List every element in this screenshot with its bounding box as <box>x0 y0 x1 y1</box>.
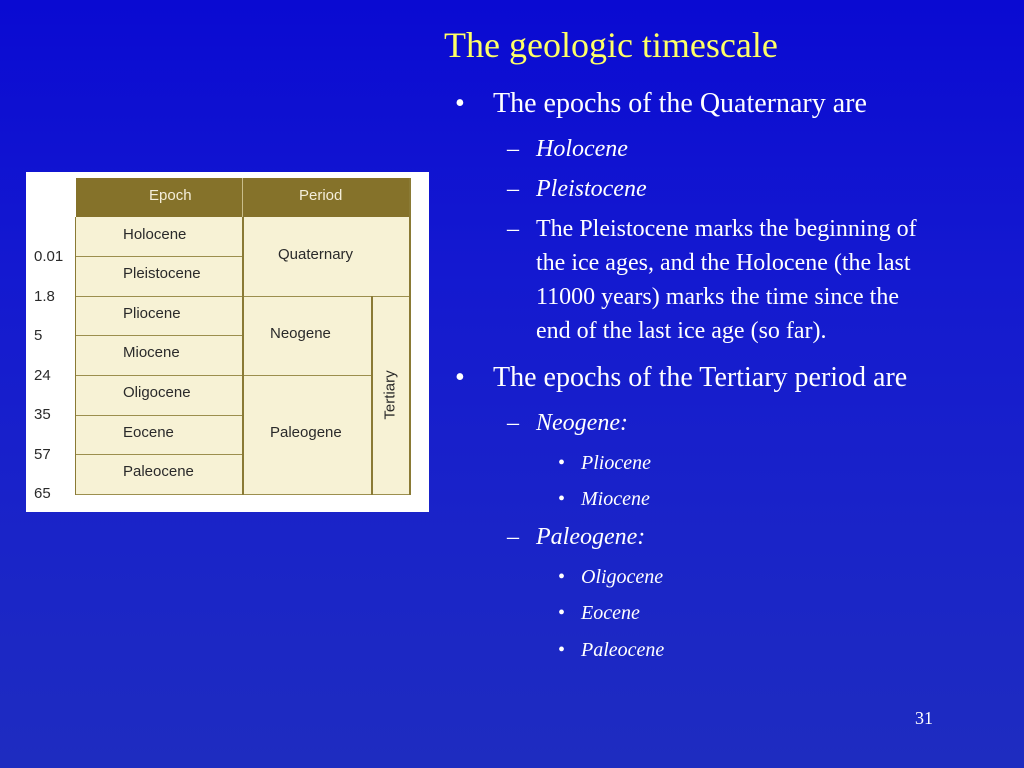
bullet-marker: • <box>558 452 566 474</box>
epoch-oligocene: Oligocene <box>123 384 191 401</box>
bullet-text: The epochs of the Tertiary period are <box>493 362 908 393</box>
note-line: 11000 years) marks the time since the <box>536 284 899 310</box>
row-separator <box>76 415 242 416</box>
age-label: 5 <box>34 327 43 344</box>
age-label: 0.01 <box>34 248 64 265</box>
dash-marker: – <box>507 410 519 436</box>
sub-sub-bullet-text: Paleocene <box>581 639 665 661</box>
period-quaternary: Quaternary <box>278 246 354 263</box>
right-border <box>409 178 411 495</box>
row-separator <box>76 256 242 257</box>
period-neogene: Neogene <box>270 325 331 342</box>
sub-bullet-text: Holocene <box>536 136 628 162</box>
dash-marker: – <box>507 216 519 242</box>
sub-bullet-text: Pleistocene <box>536 176 647 202</box>
note-line: end of the last ice age (so far). <box>536 318 827 344</box>
age-label: 24 <box>34 367 51 384</box>
bullet-marker: • <box>558 602 566 624</box>
sub-bullet-text: Neogene: <box>536 410 628 436</box>
epoch-eocene: Eocene <box>123 424 174 441</box>
row-separator <box>76 375 373 376</box>
header-divider <box>242 178 243 217</box>
column-divider <box>242 217 244 495</box>
sub-bullet-text: Paleogene: <box>536 524 646 550</box>
dash-marker: – <box>507 524 519 550</box>
slide-title: The geologic timescale <box>444 25 778 65</box>
sub-sub-bullet-text: Pliocene <box>581 452 651 474</box>
bullet-marker: • <box>558 639 566 661</box>
age-label: 1.8 <box>34 288 55 305</box>
sub-sub-bullet-text: Eocene <box>581 602 640 624</box>
epoch-pleistocene: Pleistocene <box>123 265 201 282</box>
bullet-marker: • <box>558 566 566 588</box>
sub-sub-bullet-text: Miocene <box>581 488 650 510</box>
bullet-marker: • <box>558 488 566 510</box>
tertiary-divider <box>371 296 373 495</box>
header-epoch: Epoch <box>149 187 192 204</box>
table-header-row <box>76 178 411 217</box>
slide-number: 31 <box>915 708 933 728</box>
dash-marker: – <box>507 176 519 202</box>
age-label: 65 <box>34 485 51 502</box>
epoch-pliocene: Pliocene <box>123 305 181 322</box>
period-tertiary: Tertiary <box>381 370 399 420</box>
bullet-text: The epochs of the Quaternary are <box>493 88 867 119</box>
note-line: the ice ages, and the Holocene (the last <box>536 250 911 276</box>
row-separator <box>76 335 242 336</box>
left-border <box>75 217 76 495</box>
sub-sub-bullet-text: Oligocene <box>581 566 664 588</box>
bullet-marker: • <box>455 88 465 119</box>
epoch-paleocene: Paleocene <box>123 463 194 480</box>
header-period: Period <box>299 187 343 204</box>
geologic-timescale-table <box>26 172 429 512</box>
bullet-marker: • <box>455 362 465 393</box>
age-label: 57 <box>34 446 51 463</box>
dash-marker: – <box>507 136 519 162</box>
epoch-holocene: Holocene <box>123 226 187 243</box>
row-separator <box>76 454 242 455</box>
age-label: 35 <box>34 406 51 423</box>
note-line: The Pleistocene marks the beginning of <box>536 216 917 242</box>
period-paleogene: Paleogene <box>270 424 342 441</box>
epoch-miocene: Miocene <box>123 344 180 361</box>
